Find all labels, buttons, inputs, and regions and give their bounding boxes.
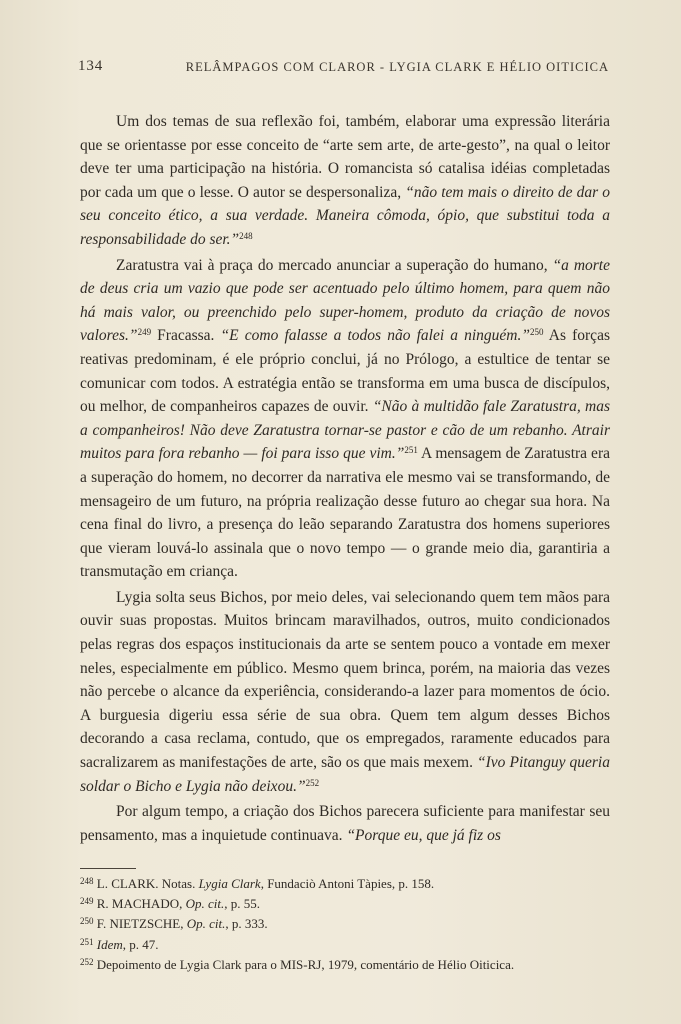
footnote-number: 252 bbox=[80, 956, 94, 967]
paragraph bbox=[80, 110, 610, 252]
text-run: R. MACHADO, bbox=[96, 896, 186, 912]
page-number: 134 bbox=[78, 58, 104, 74]
italic-text: “não tem mais o direito de dar o seu conceito ético, a sua verdade. Maneira cômoda, ópio, que substitui toda a responsabilidade do ser.” bbox=[80, 183, 611, 248]
italic-text: Lygia Clark bbox=[198, 876, 261, 891]
footnote bbox=[80, 935, 620, 955]
text-run: F. NIETZSCHE, bbox=[96, 916, 187, 932]
footnote-ref: 251 bbox=[404, 445, 418, 456]
footnote bbox=[80, 894, 620, 914]
paragraph bbox=[80, 254, 610, 584]
text-run: Lygia solta seus Bichos, por meio deles, vai selecionando quem tem mãos para ouvir suas propostas. Muitos brincam maravilhados, outros, muito condicionados pelas regras dos espaços institucionais da arte se sentem pouco a vontade em mexer neles, especialmente em público. Mesmo quem brinca, porém, na maioria das vezes não percebe o alcance da experiência, considerando-a lazer para momentos de ócio. A burguesia digeriu essa série de sua obra. Quem tem algum desses Bichos decorando a casa reclama, contudo, que os empregados, raramente educados para sacralizarem as manifestações de arte, são os que mais mexem. bbox=[80, 588, 610, 772]
paragraph bbox=[80, 586, 610, 798]
text-run: Um dos temas de sua reflexão foi, também, elaborar uma expressão literária que se orientasse por esse conceito de “arte sem arte, de arte-gesto”, na qual o leitor deve ter uma participação na história. O romancista só catalisa idéias completadas por cada um que o lesse. O autor se despersonaliza, bbox=[80, 113, 610, 201]
footnote-ref: 248 bbox=[239, 230, 253, 241]
text-run: , Fundaciò Antoni Tàpies, p. 158. bbox=[260, 876, 435, 891]
paragraph bbox=[80, 800, 610, 847]
footnote-ref: 249 bbox=[137, 327, 152, 338]
running-title: RELÂMPAGOS COM CLAROR - LYGIA CLARK E HÉLIO OITICICA bbox=[185, 60, 609, 74]
text-run: L. CLARK. Notas. bbox=[96, 876, 199, 891]
text-run: Zaratustra vai à praça do mercado anunciar a superação do humano, bbox=[116, 256, 553, 274]
footnote bbox=[80, 914, 620, 934]
footnote-number: 250 bbox=[80, 916, 94, 927]
text-run: A mensagem de Zaratustra era a superação do homem, no decorrer da narrativa ele mesmo vai se transformando, de mensageiro de um futuro, na própria realização desse futuro ao chegar sua hora. Na cena final do livro, a presença do leão separando Zaratustra dos homens superiores que vieram louvá-lo assinala que o novo tempo — o grande meio dia, garantiria a transmutação em criança. bbox=[80, 445, 610, 581]
footnote-number: 249 bbox=[80, 896, 94, 907]
footnotes bbox=[80, 874, 620, 975]
text-run: , p. 47. bbox=[122, 936, 159, 952]
italic-text: “a morte de deus cria um vazio que pode ser acentuado pelo último homem, para quem não há mais valor, ou preenchido pelo super-homem, produto da criação de novos valores.” bbox=[80, 256, 610, 345]
text-run: Depoimento de Lygia Clark para o MIS-RJ, 1979, comentário de Hélio Oiticica. bbox=[96, 956, 515, 972]
italic-text: “E como falasse a todos não falei a ninguém.” bbox=[220, 327, 530, 345]
footnote-ref: 252 bbox=[305, 777, 320, 788]
italic-text: Op. cit. bbox=[185, 896, 225, 912]
text-run: , p. 333. bbox=[225, 916, 268, 932]
footnote-ref: 250 bbox=[530, 327, 544, 338]
italic-text: Idem bbox=[96, 936, 123, 952]
footnote-number: 248 bbox=[80, 876, 94, 886]
italic-text: Op. cit. bbox=[186, 916, 226, 932]
italic-text: “Não à multidão fale Zaratustra, mas a companheiros! Não deve Zaratustra tornar-se pastor e cão de um rebanho. Atrair muitos para fora rebanho — foi para isso que vim.” bbox=[80, 398, 611, 463]
text-run: Por algum tempo, a criação dos Bichos parecera suficiente para manifestar seu pensamento, mas a inquietude continuava. bbox=[80, 803, 610, 844]
footnote bbox=[80, 955, 620, 975]
body-text bbox=[80, 110, 610, 847]
footnote bbox=[80, 874, 620, 894]
text-run: , p. 55. bbox=[224, 896, 260, 912]
text-run: Fracassa. bbox=[151, 327, 221, 345]
footnote-divider bbox=[80, 868, 136, 869]
text-run: As forças reativas predominam, é ele próprio conclui, já no Prólogo, a estultice de tentar se comunicar com todos. A estratégia então se transforma em uma busca de discípulos, ou melhor, de companheiros capazes de ouvir. bbox=[80, 327, 610, 416]
italic-text: “Ivo Pitanguy queria soldar o Bicho e Lygia não deixou.” bbox=[80, 754, 610, 795]
footnote-number: 251 bbox=[80, 936, 94, 947]
italic-text: “Porque eu, que já fiz os bbox=[346, 826, 501, 844]
running-head bbox=[78, 58, 609, 78]
